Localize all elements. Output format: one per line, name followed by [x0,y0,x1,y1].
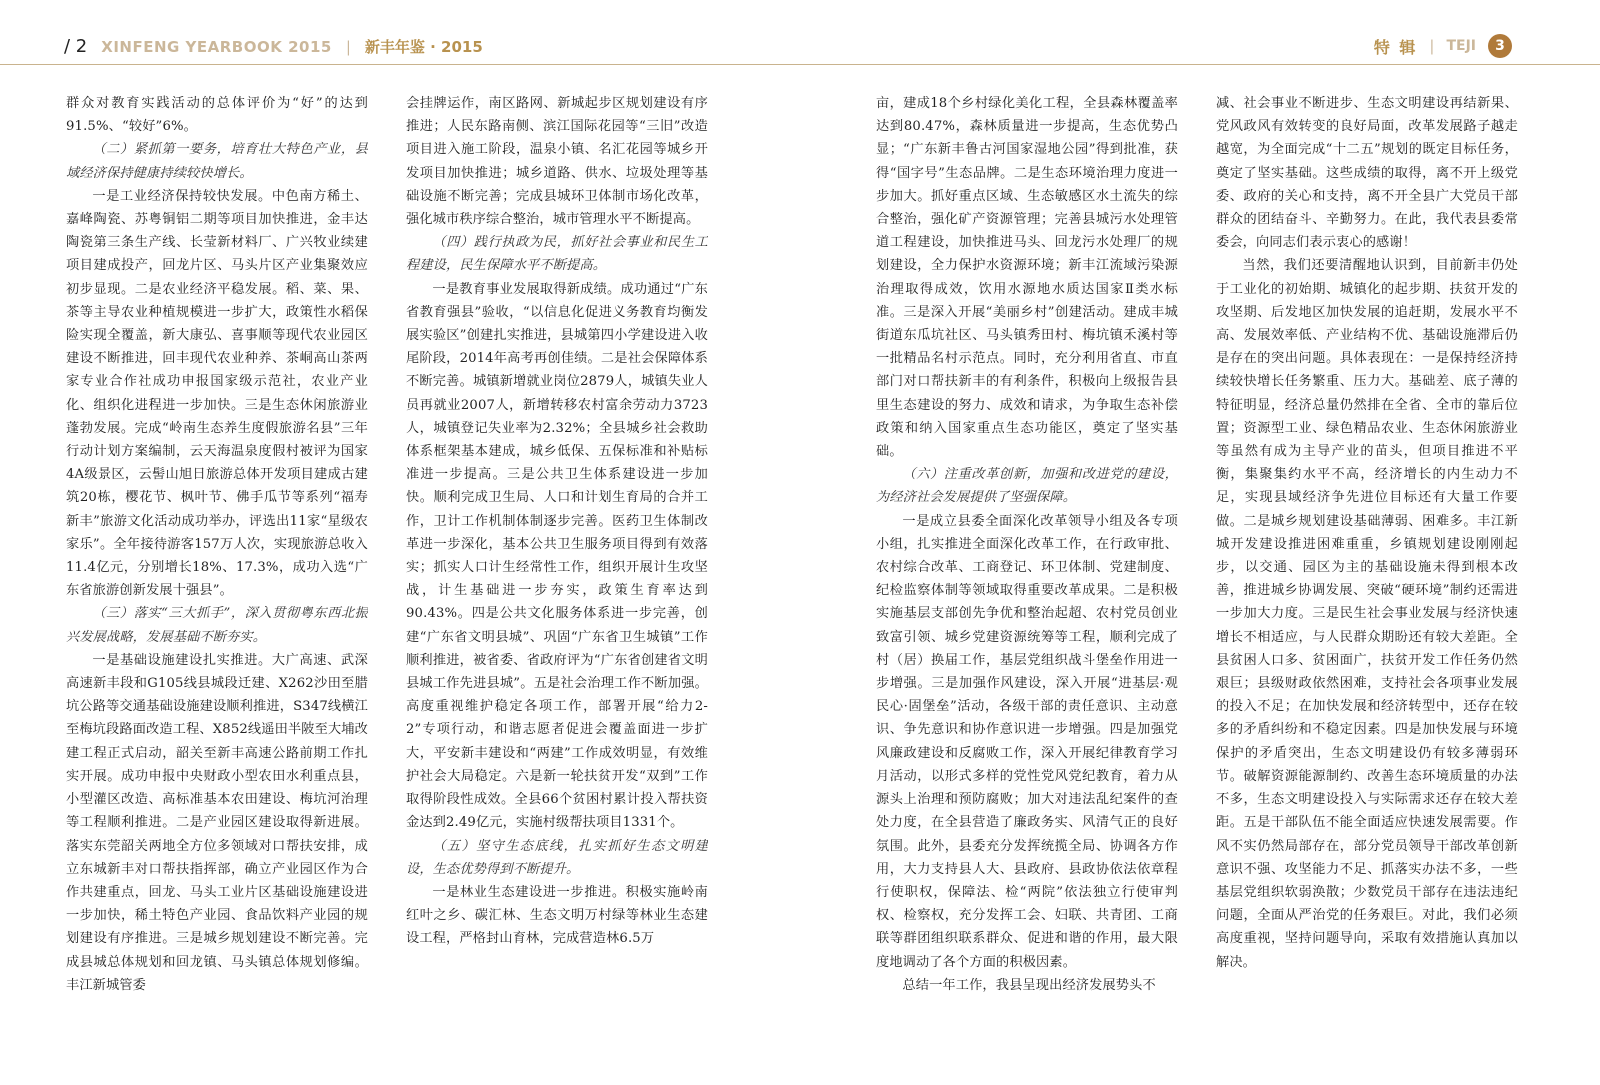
section-title-en: TEJI [1446,38,1476,54]
paragraph: 一是林业生态建设进一步推进。积极实施岭南红叶之乡、碳汇林、生态文明万村绿等林业生态建设工程，严格封山育林，完成营造林6.5万 [406,884,708,947]
text-column-4 [1216,92,1518,1032]
section-heading: （五）坚守生态底线，扎实抓好生态文明建设，生态优势得到不断提升。 [406,838,708,877]
section-heading: （二）紧抓第一要务，培育壮大特色产业，县域经济保持健康持续较快增长。 [66,142,368,181]
yearbook-title-cn: 新丰年鉴 · 2015 [364,38,483,56]
left-page-number: / 2 [64,36,88,57]
page-header [0,0,1600,70]
text-column-2 [406,92,708,1032]
right-header [1374,34,1512,58]
section-heading: （六）注重改革创新，加强和改进党的建设，为经济社会发展提供了坚强保障。 [876,467,1178,506]
paragraph: 会挂牌运作，南区路网、新城起步区规划建设有序推进；人民东路南侧、滨江国际花园等“三旧”改造项目进入施工阶段，温泉小镇、名汇花园等城乡开发项目加快推进；城乡道路、供水、垃圾处理等基础设施不断完善；完成县城环卫体制市场化改革，强化城市秩序综合整治，城市管理水平不断提高。 [406,96,708,228]
header-rule [0,64,1600,65]
page-number-badge: 3 [1488,34,1512,58]
paragraph: 群众对教育实践活动的总体评价为“好”的达到91.5%、“较好”6%。 [66,96,368,135]
paragraph: 亩，建成18个乡村绿化美化工程，全县森林覆盖率达到80.47%，森林质量进一步提高，生态优势凸显；“广东新丰鲁古河国家湿地公园”得到批准，获得“国字号”生态品牌。二是生态环境治理力度进一步加大。抓好重点区域、生态敏感区水土流失的综合整治，强化矿产资源管理；完善县城污水处理管道工程建设，加快推进马头、回龙污水处理厂的规划建设，全力保护水资源环境；新丰江流域污染源治理取得成效，饮用水源地水质达国家Ⅱ类水标准。三是深入开展“美丽乡村”创建活动。建成丰城街道东瓜坑社区、马头镇秀田村、梅坑镇禾溪村等一批精品名村示范点。同时，充分利用省直、市直部门对口帮扶新丰的有利条件，积极向上级报告县里生态建设的努力、成效和请求，为争取生态补偿政策和纳入国家重点生态功能区，奠定了坚实基础。 [876,96,1178,460]
paragraph: 一是成立县委全面深化改革领导小组及各专项小组，扎实推进全面深化改革工作，在行政审批、农村综合改革、工商登记、环卫体制、党建制度、纪检监察体制等领域取得重要改革成果。二是积极实施基层支部创先争优和整治起超、农村党员创业致富引领、城乡党建资源统筹等工程，顺利完成了村（居）换届工作，基层党组织战斗堡垒作用进一步增强。三是加强作风建设，深入开展“进基层·观民心·固堡垒”活动，各级干部的责任意识、主动意识、争先意识和协作意识进一步增强。四是加强党风廉政建设和反腐败工作，深入开展纪律教育学习月活动，以形式多样的党性党风党纪教育，着力从源头上治理和预防腐败；加大对违法乱纪案件的查处力度，在全县营造了廉政务实、风清气正的良好氛围。此外，县委充分发挥统揽全局、协调各方作用，大力支持县人大、县政府、县政协依法依章程行使职权，保障法、检“两院”依法独立行使审判权、检察权，充分发挥工会、妇联、共青团、工商联等群团组织联系群众、促进和谐的作用，最大限度地调动了各个方面的积极因素。 [876,513,1178,970]
section-title-cn: 特 辑 [1373,37,1418,57]
paragraph: 当然，我们还要清醒地认识到，目前新丰仍处于工业化的初始期、城镇化的起步期、扶贫开发的攻坚期、后发地区加快发展的追赶期，发展水平不高、发展效率低、产业结构不优、基础设施滞后仍是存在的突出问题。具体表现在：一是保持经济持续较快增长任务繁重、压力大。基础差、底子薄的特征明显，经济总量仍然排在全省、全市的靠后位置；资源型工业、绿色精品农业、生态休闲旅游业等虽然有成为主导产业的苗头，但项目推进不平衡，集聚集约水平不高，经济增长的内生动力不足，实现县域经济争先进位目标还有大量工作要做。二是城乡规划建设基础薄弱、困难多。丰江新城开发建设推进困难重重，乡镇规划建设刚刚起步，以交通、园区为主的基础设施未得到根本改善，推进城乡协调发展、突破“硬环境”制约还需进一步加大力度。三是民生社会事业发展与经济快速增长不相适应，与人民群众期盼还有较大差距。全县贫困人口多、贫困面广，扶贫开发工作任务仍然艰巨；县级财政依然困难，支持社会各项事业发展的投入不足；在加快发展和经济转型中，还存在较多的矛盾纠纷和不稳定因素。四是加快发展与环境保护的矛盾突出，生态文明建设仍有较多薄弱环节。破解资源能源制约、改善生态环境质量的办法不多，生态文明建设投入与实际需求还存在较大差距。五是干部队伍不能全面适应快速发展需要。作风不实仍然局部存在，部分党员领导干部改革创新意识不强、攻坚能力不足、抓落实办法不多，一些基层党组织软弱涣散；少数党员干部存在违法违纪问题，全面从严治党的任务艰巨。对此，我们必须高度重视，坚持问题导向，采取有效措施认真加以解决。 [1216,258,1518,970]
paragraph: 减、社会事业不断进步、生态文明建设再结新果、党风政风有效转变的良好局面，改革发展路子越走越宽，为全面完成“十二五”规划的既定目标任务，奠定了坚实基础。这些成绩的取得，离不开上级党委、政府的关心和支持，离不开全县广大党员干部群众的团结奋斗、辛勤努力。在此，我代表县委常委会，向同志们表示衷心的感谢！ [1216,96,1518,251]
header-separator: | [345,38,351,56]
paragraph: 总结一年工作，我县呈现出经济发展势头不 [902,977,1156,993]
section-heading: （四）践行执政为民，抓好社会事业和民生工程建设，民生保障水平不断提高。 [406,235,708,274]
paragraph: 一是基础设施建设扎实推进。大广高速、武深高速新丰段和G105线县城段迁建、X262沙田至腊坑公路等交通基础设施建设顺利推进，S347线横江至梅坑段路面改造工程、X852线遥田半陂至大埔改建工程正式启动，韶关至新丰高速公路前期工作扎实开展。成功申报中央财政小型农田水利重点县，小型灌区改造、高标准基本农田建设、梅坑河治理等工程顺利推进。二是产业园区建设取得新进展。落实东莞韶关两地全方位多领域对口帮扶安排，成立东城新丰对口帮扶指挥部，确立产业园区作为合作共建重点，回龙、马头工业片区基础设施建设进一步加快，稀土特色产业园、食品饮料产业园的规划建设有序推进。三是城乡规划建设不断完善。完成县城总体规划和回龙镇、马头镇总体规划修编。丰江新城管委 [66,652,368,993]
section-heading: （三）落实“三大抓手”，深入贯彻粤东西北振兴发展战略，发展基础不断夯实。 [66,606,368,645]
paragraph: 一是教育事业发展取得新成绩。成功通过“广东省教育强县”验收，“以信息化促进义务教育均衡发展实验区”创建扎实推进，县城第四小学建设进入收尾阶段，2014年高考再创佳绩。二是社会保障体系不断完善。城镇新增就业岗位2879人，城镇失业人员再就业2007人，新增转移农村富余劳动力3723人，城镇登记失业率为2.32%；全县城乡社会救助体系框架基本建成，城乡低保、五保标准和补贴标准进一步提高。三是公共卫生体系建设进一步加快。顺利完成卫生局、人口和计划生育局的合并工作，卫计工作机制体制逐步完善。医药卫生体制改革进一步深化，基本公共卫生服务项目得到有效落实；抓实人口计生经常性工作，组织开展计生攻坚战，计生基础进一步夯实，政策生育率达到90.43%。四是公共文化服务体系进一步完善，创建“广东省文明县城”、巩固“广东省卫生城镇”工作顺利推进，被省委、省政府评为“广东省创建省文明县城工作先进县城”。五是社会治理工作不断加强。高度重视维护稳定各项工作，部署开展“给力2-2”专项行动，和谐志愿者促进会覆盖面进一步扩大，平安新丰建设和“两建”工作成效明显，有效维护社会大局稳定。六是新一轮扶贫开发“双到”工作取得阶段性成效。全县66个贫困村累计投入帮扶资金达到2.49亿元，实施村级帮扶项目1331个。 [406,281,708,831]
text-column-3 [876,92,1178,1032]
header-separator: | [1429,37,1435,55]
left-header [64,36,483,57]
paragraph: 一是工业经济保持较快发展。中色南方稀土、嘉峰陶瓷、苏粤铜铝二期等项目加快推进，金丰达陶瓷第三条生产线、长莹新材料厂、广兴牧业续建项目建成投产，回龙片区、马头片区产业集聚效应初步显现。二是农业经济平稳发展。稻、菜、果、茶等主导农业种植规模进一步扩大，政策性水稻保险实现全覆盖，新大康弘、喜事顺等现代农业园区建设不断推进，回丰现代农业种养、茶峒高山茶两家专业合作社成功申报国家级示范社，农业产业化、组织化进程进一步加快。三是生态休闲旅游业蓬勃发展。完成“岭南生态养生度假旅游名县”三年行动计划方案编制，云天海温泉度假村被评为国家4A级景区，云髻山旭日旅游总体开发项目建成古建筑20栋，樱花节、枫叶节、佛手瓜节等系列“福寿新丰”旅游文化活动成功举办，评选出11家“星级农家乐”。全年接待游客157万人次，实现旅游总收入11.4亿元，分别增长18%、17.3%，成功入选“广东省旅游创新发展十强县”。 [66,188,368,599]
text-column-1 [66,92,368,1032]
yearbook-title-en: XINFENG YEARBOOK 2015 [101,38,332,56]
